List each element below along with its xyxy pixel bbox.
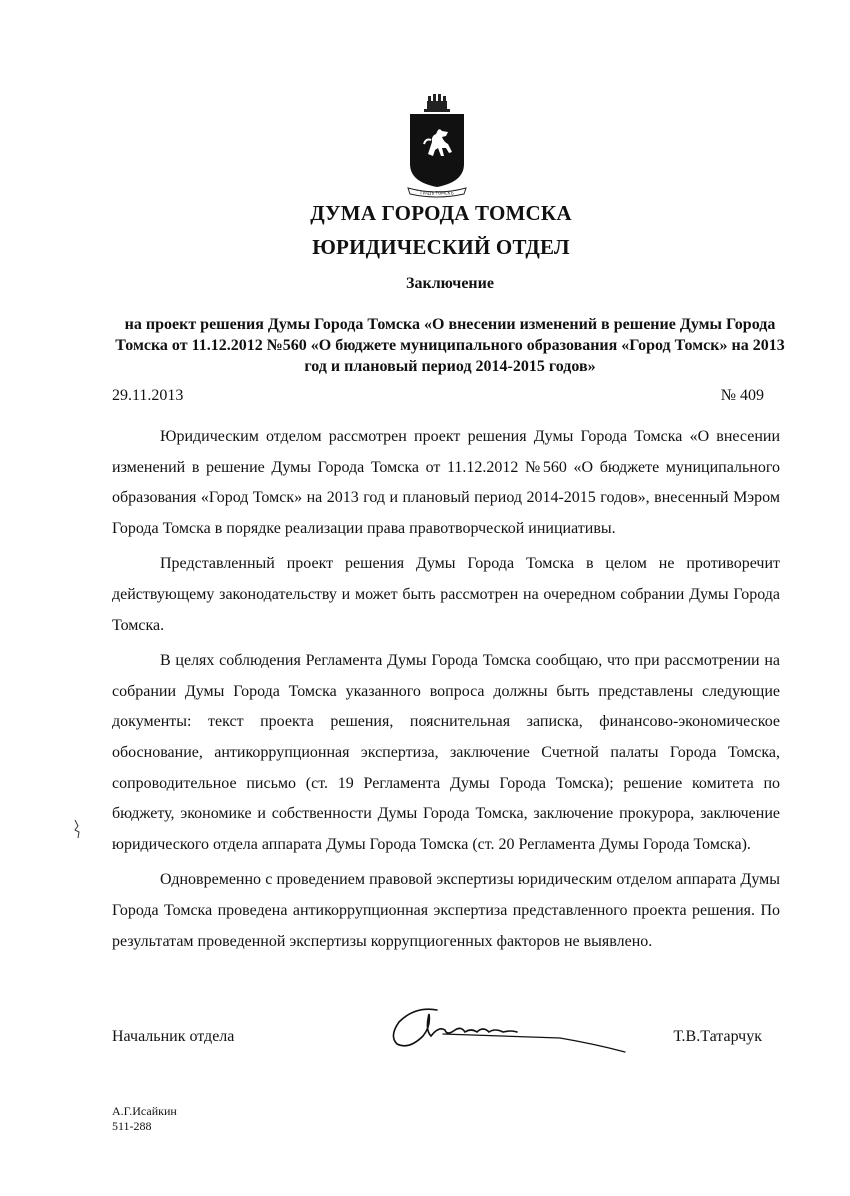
signer-position: Начальник отдела bbox=[112, 1028, 235, 1045]
tomsk-coat-of-arms-icon bbox=[404, 92, 470, 198]
organization-title: ДУМА ГОРОДА ТОМСКА bbox=[310, 201, 572, 225]
executor-phone: 511-288 bbox=[112, 1119, 152, 1133]
document-type: Заключение bbox=[406, 275, 494, 292]
emblem-motto: ГРАДЪ ТОМСКЪ bbox=[420, 190, 454, 196]
body-paragraph: Одновременно с проведением правовой экспертизы юридическим отделом аппарата Думы Города Томска проведена антикоррупционная экспертиза представленного проекта решения. По результатам проведенной экспертизы коррупциогенных факторов не выявлено. bbox=[112, 871, 780, 950]
document-subject: на проект решения Думы Города Томска «О внесении изменений в решение Думы Города Томска от 11.12.2012 №560 «О бюджете муниципального образования «Город Томск» на 2013 год и плановый период 2014-2015 годов» bbox=[115, 316, 785, 375]
executor-info bbox=[112, 1104, 177, 1134]
body-paragraph: Юридическим отделом рассмотрен проект решения Думы Города Томска «О внесении изменений в решение Думы Города Томска от 11.12.2012 №560 «О бюджете муниципального образования «Город Томск» на 2013 год и плановый период 2014-2015 годов», внесенный Мэром Города Томска в порядке реализации права правотворческой инициативы. bbox=[112, 428, 780, 537]
document-date: 29.11.2013 bbox=[112, 387, 184, 404]
body-paragraph: Представленный проект решения Думы Города Томска в целом не противоречит действующему законодательству и может быть рассмотрен на очередном собрании Думы Города Томска. bbox=[112, 555, 780, 634]
body-paragraph: В целях соблюдения Регламента Думы Города Томска сообщаю, что при рассмотрении на собрании Думы Города Томска указанного вопроса должны быть представлены следующие документы: текст проекта решения, пояснительная записка, финансово-экономическое обоснование, антикоррупционная экспертиза, заключение Счетной палаты Города Томска, сопроводительное письмо (ст. 19 Регламента Думы Города Томска); решение комитета по бюджету, экономике и собственности Думы Города Томска, заключение прокурора, заключение юридического отдела аппарата Думы Города Томска (ст. 20 Регламента Думы Города Томска). bbox=[112, 652, 780, 853]
signer-name: Т.В.Татарчук bbox=[673, 1028, 762, 1045]
executor-name: А.Г.Исайкин bbox=[112, 1104, 177, 1118]
margin-mark-icon bbox=[72, 818, 82, 840]
department-title: ЮРИДИЧЕСКИЙ ОТДЕЛ bbox=[312, 235, 570, 259]
document-body bbox=[112, 422, 780, 962]
document-number: № 409 bbox=[720, 387, 764, 404]
handwritten-signature-icon bbox=[385, 996, 635, 1060]
